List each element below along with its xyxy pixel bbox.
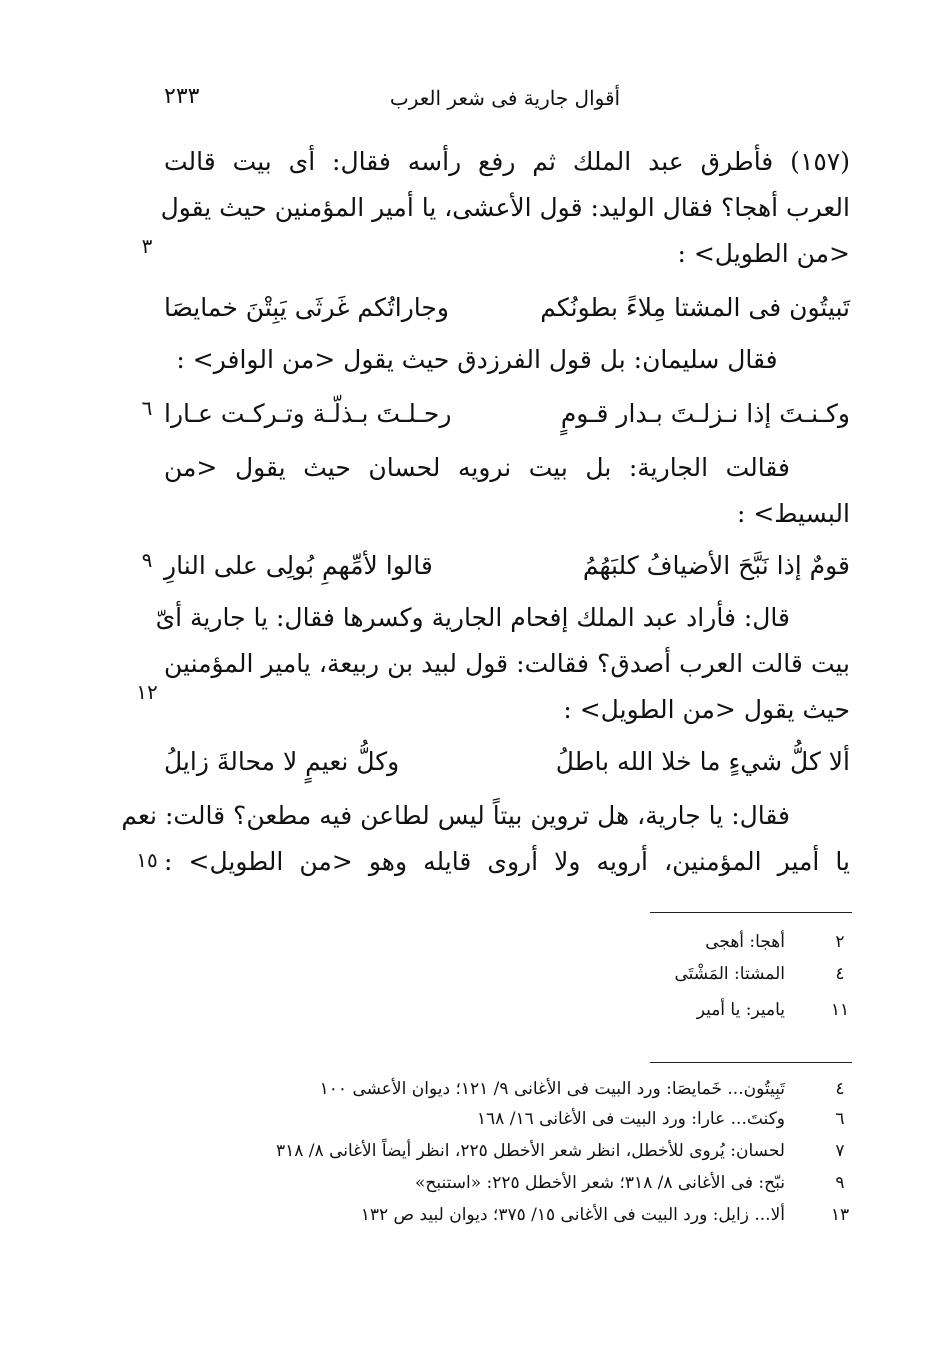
paragraph-last-line-2: يا أمير المؤمنين، أرويه ولا أروى قايله وهو <من الطويل> : xyxy=(164,847,850,876)
footnote-line-number: ١٣ xyxy=(830,1205,850,1225)
running-header-title: أقوال جارية فى شعر العرب xyxy=(389,86,621,110)
apparatus-line-number: ١١ xyxy=(830,1000,850,1020)
line-number-15: ١٥ xyxy=(136,848,158,872)
footnote-entry: وكنتَ... عارا: ورد البيت فى الأغانى ١٦/ ١٦٨ xyxy=(476,1109,785,1129)
footnote-entry: ألا... زايل: ورد البيت فى الأغانى ١٥/ ٣٧٥؛ ديوان لبيد ص ١٣٢ xyxy=(360,1205,785,1225)
footnote-entry: لحسان: يُروى للأخطل، انظر شعر الأخطل ٢٢٥، انظر أيضاً الأغانى ٨/ ٣١٨ xyxy=(275,1141,785,1161)
verse-2-first-hemistich: وكـنـتَ إذا نـزلـتَ بـدار قـومٍ xyxy=(560,399,850,428)
verse-3-second-hemistich: قالوا لأمِّهمِ بُولِى على النارِ xyxy=(164,551,433,580)
page-number: ٢٣٣ xyxy=(164,84,200,109)
footnote-line-number: ٦ xyxy=(835,1109,845,1129)
verse-1-second-hemistich: وجاراتُكم غَرثَى يَبِتْنَ خمايصَا xyxy=(164,293,449,322)
footnote-entry: نبّح: فى الأغانى ٨/ ٣١٨؛ شعر الأخطل ٢٢٥: «استنبح» xyxy=(414,1173,785,1193)
verse-2-second-hemistich: رحـلـتَ بـذلّـة وتـركـت عـارا xyxy=(164,399,452,428)
line-number-6: ٦ xyxy=(141,396,153,420)
line-number-9: ٩ xyxy=(141,548,153,572)
footnotes-rule xyxy=(650,1062,852,1063)
paragraph-last-line-1: فقال: يا جارية، هل تروين بيتاً ليس لطاعن فيه مطعن؟ قالت: نعم xyxy=(121,801,790,830)
paragraph-abd-al-malik-line-2: بيت قالت العرب أصدق؟ فقالت: قول لبيد بن ربيعة، يامير المؤمنين xyxy=(164,649,850,678)
paragraph-jariya-line-1: فقالت الجارية: بل بيت نرويه لحسان حيث يقول <من xyxy=(164,453,790,482)
verse-1-first-hemistich: تَبيتُون فى المشتا مِلاءً بطونُكم xyxy=(540,293,850,322)
footnote-line-number: ٧ xyxy=(835,1141,845,1161)
paragraph-abd-al-malik-line-1: قال: فأراد عبد الملك إفحام الجارية وكسرها فقال: يا جارية أىّ xyxy=(155,603,790,632)
apparatus-rule xyxy=(650,912,852,913)
apparatus-entry: المشتا: المَشْتَى xyxy=(674,964,785,984)
paragraph-sulayman: فقال سليمان: بل قول الفرزدق حيث يقول <من الوافر> : xyxy=(176,345,778,374)
paragraph-jariya-line-2: البسيط> : xyxy=(736,499,850,528)
paragraph-157-line-1: (١٥٧) فأطرق عبد الملك ثم رفع رأسه فقال: أى بيت قالت xyxy=(164,147,850,176)
verse-3-first-hemistich: قومٌ إذا نَبَّحَ الأضيافُ كلبَهُمُ xyxy=(582,551,850,580)
apparatus-entry: أهجا: أهجى xyxy=(705,932,785,952)
line-number-3: ٣ xyxy=(141,234,153,258)
footnote-line-number: ٤ xyxy=(835,1079,845,1099)
paragraph-157-line-2: العرب أهجا؟ فقال الوليد: قول الأعشى، يا أمير المؤمنين حيث يقول xyxy=(160,193,850,222)
paragraph-abd-al-malik-line-3: حيث يقول <من الطويل> : xyxy=(563,695,850,724)
apparatus-line-number: ٤ xyxy=(835,964,845,984)
verse-4-second-hemistich: وكلُّ نعيمٍ لا محالةَ زايلُ xyxy=(164,747,400,776)
line-number-12: ١٢ xyxy=(136,680,158,704)
paragraph-157-line-3: <من الطويل> : xyxy=(677,239,850,268)
footnote-line-number: ٩ xyxy=(835,1173,845,1193)
footnote-entry: تَبِيتُون... خَمايصَا: ورد البيت فى الأغانى ٩/ ١٢١؛ ديوان الأعشى ١٠٠ xyxy=(319,1079,785,1099)
verse-4-first-hemistich: ألا كلُّ شيءٍ ما خلا الله باطلُ xyxy=(555,747,850,776)
apparatus-line-number: ٢ xyxy=(835,932,845,952)
apparatus-entry: يامير: يا أمير xyxy=(696,1000,785,1020)
